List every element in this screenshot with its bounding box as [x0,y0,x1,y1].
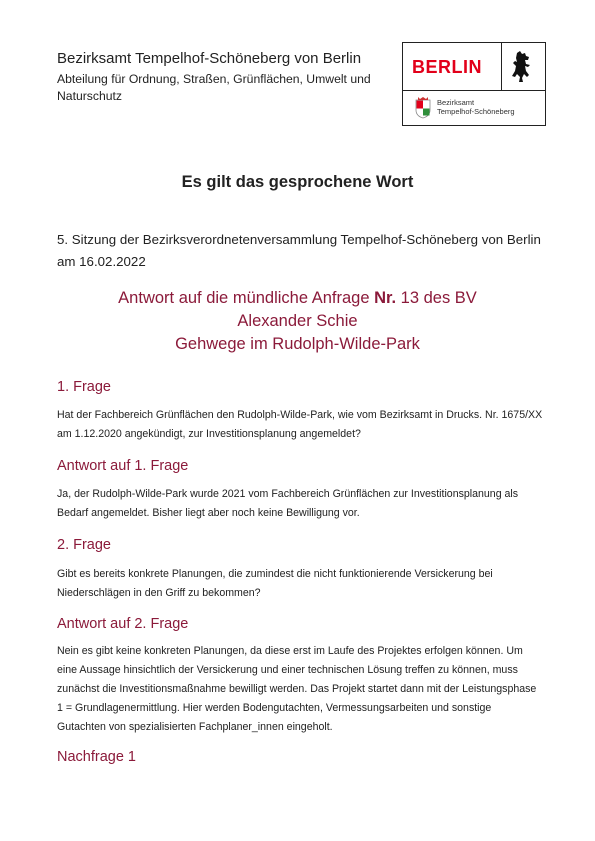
answer-2-heading: Antwort auf 2. Frage [57,616,189,632]
logo-office-line2: Tempelhof-Schöneberg [437,107,515,116]
letterhead [57,48,377,105]
answer-title-line1 [0,287,595,310]
spoken-word-notice: Es gilt das gesprochene Wort [181,173,414,191]
berlin-bear-icon [511,50,533,84]
answer-person: Alexander Schie [237,312,358,330]
question-2-text: Gibt es bereits konkrete Planungen, die zumindest die nicht funktionierende Versickerung bei Niederschlägen in den Griff zu bekommen? [57,568,493,599]
department-name: Abteilung für Ordnung, Straßen, Grünflächen, Umwelt und Naturschutz [57,72,371,103]
answer-title [0,287,595,356]
answer-1-text: Ja, der Rudolph-Wilde-Park wurde 2021 vom Fachbereich Grünflächen zur Investitionsplanung als Bedarf angemeldet. Bisher liegt aber noch keine Bewilligung vor. [57,488,519,519]
logo-office-line1: Bezirksamt [437,98,475,107]
answer-nr: Nr. [374,289,397,307]
session-info: 5. Sitzung der Bezirksverordnetenversammlung Tempelhof-Schöneberg von Berlin am 16.02.2022 [57,232,541,269]
logo-divider [501,43,502,90]
answer-topic: Gehwege im Rudolph-Wilde-Park [175,335,420,353]
berlin-district-logo [402,42,546,126]
answer-prefix: Antwort auf die mündliche Anfrage [118,289,375,307]
question-1-text: Hat der Fachbereich Grünflächen den Rudolph-Wilde-Park, wie vom Bezirksamt in Drucks. Nr. 1675/XX am 1.12.2020 angekündigt, zur Investitionsplanung angemeldet? [57,409,543,440]
logo-top-row [403,43,545,91]
question-1-heading: 1. Frage [57,379,111,395]
organization-name: Bezirksamt Tempelhof-Schöneberg von Berlin [57,50,362,67]
question-2-heading: 2. Frage [57,537,111,553]
district-coat-of-arms-icon [415,97,431,119]
follow-up-1-heading: Nachfrage 1 [57,749,136,765]
answer-2-text: Nein es gibt keine konkreten Planungen, da diese erst im Laufe des Projektes erfolgen können. Um eine Aussage hinsichtlich der Versickerung und einer technischen Lösung treffen zu können, muss zunächst die Investitionsmaßnahme bewilligt werden. Das Projekt startet dann mit der Leistungsphase 1 = Grundlagenermittlung. Hier werden Bodengutachten, Vermessungsarbeiten und sonstige Gutachten von spezialisierten Fachplaner_innen eingeholt. [57,645,537,733]
answer-suffix: 13 des BV [396,289,477,307]
logo-office-name [437,98,515,116]
answer-1-heading: Antwort auf 1. Frage [57,458,189,474]
logo-wordmark: BERLIN [412,57,482,77]
